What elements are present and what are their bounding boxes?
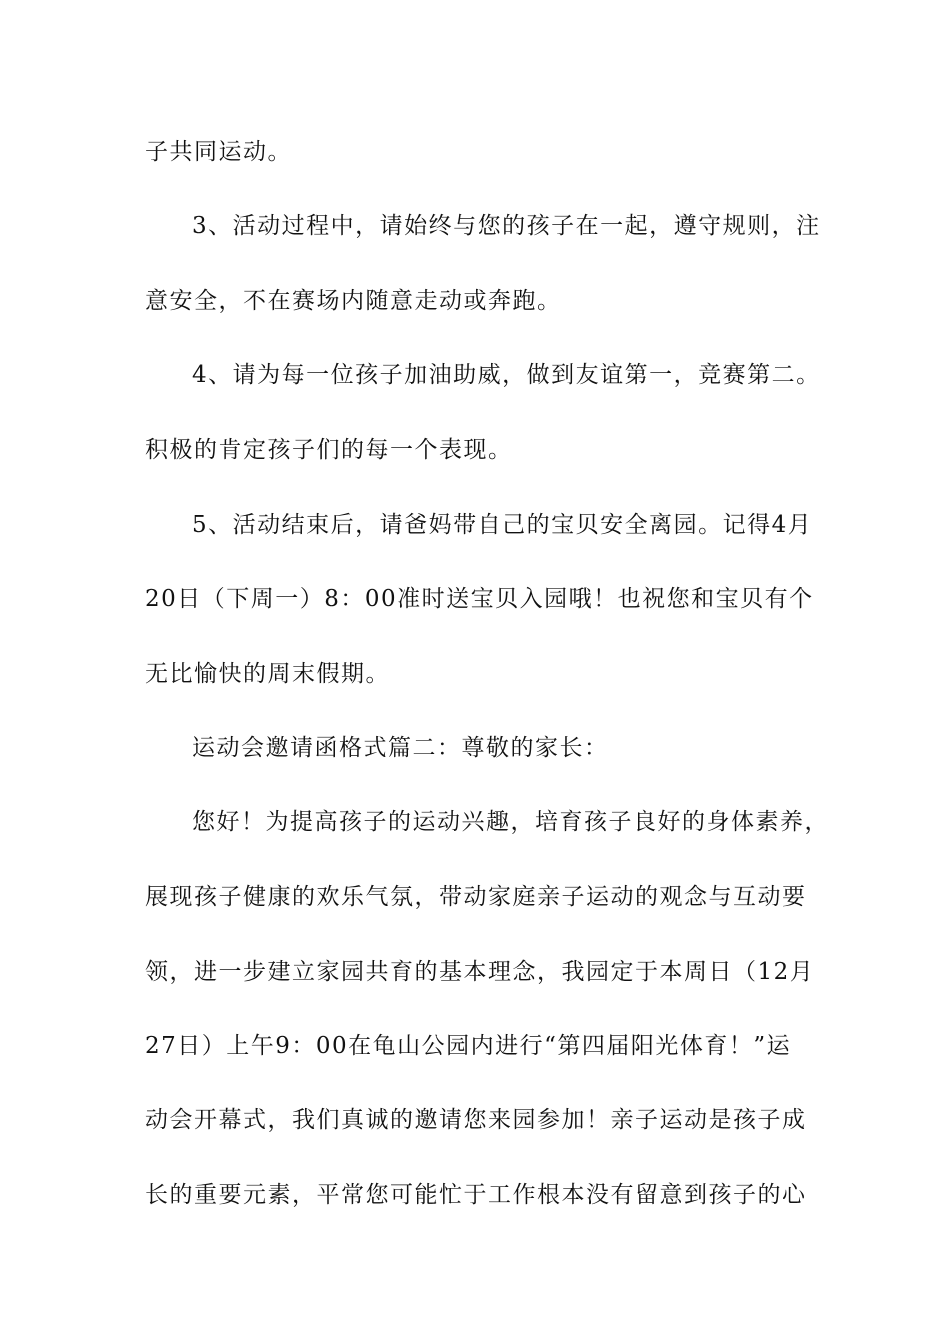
text-line: 积极的肯定孩子们的每一个表现。 <box>145 437 513 463</box>
text-line: 意安全，不在赛场内随意走动或奔跑。 <box>145 288 562 314</box>
section-heading: 运动会邀请函格式篇二：尊敬的家长： <box>192 735 609 761</box>
text-line: 4、请为每一位孩子加油助威，做到友谊第一，竞赛第二。 <box>192 362 821 388</box>
text-line: 3、活动过程中，请始终与您的孩子在一起，遵守规则，注 <box>192 213 821 239</box>
text-line: 动会开幕式，我们真诚的邀请您来园参加！亲子运动是孩子成 <box>145 1107 807 1133</box>
text-line: 27日）上午9：00在龟山公园内进行“第四届阳光体育！”运 <box>145 1033 792 1059</box>
text-line: 无比愉快的周末假期。 <box>145 661 390 687</box>
text-line: 领，进一步建立家园共育的基本理念，我园定于本周日（12月 <box>145 959 815 985</box>
text-line: 您好！为提高孩子的运动兴趣，培育孩子良好的身体素养， <box>192 809 829 835</box>
text-line: 展现孩子健康的欢乐气氛，带动家庭亲子运动的观念与互动要 <box>145 884 807 910</box>
text-line: 子共同运动。 <box>145 139 292 165</box>
text-line: 20日（下周一）8：00准时送宝贝入园哦！也祝您和宝贝有个 <box>145 586 814 612</box>
text-line: 5、活动结束后，请爸妈带自己的宝贝安全离园。记得4月 <box>192 512 813 538</box>
text-line: 长的重要元素，平常您可能忙于工作根本没有留意到孩子的心 <box>145 1182 807 1208</box>
